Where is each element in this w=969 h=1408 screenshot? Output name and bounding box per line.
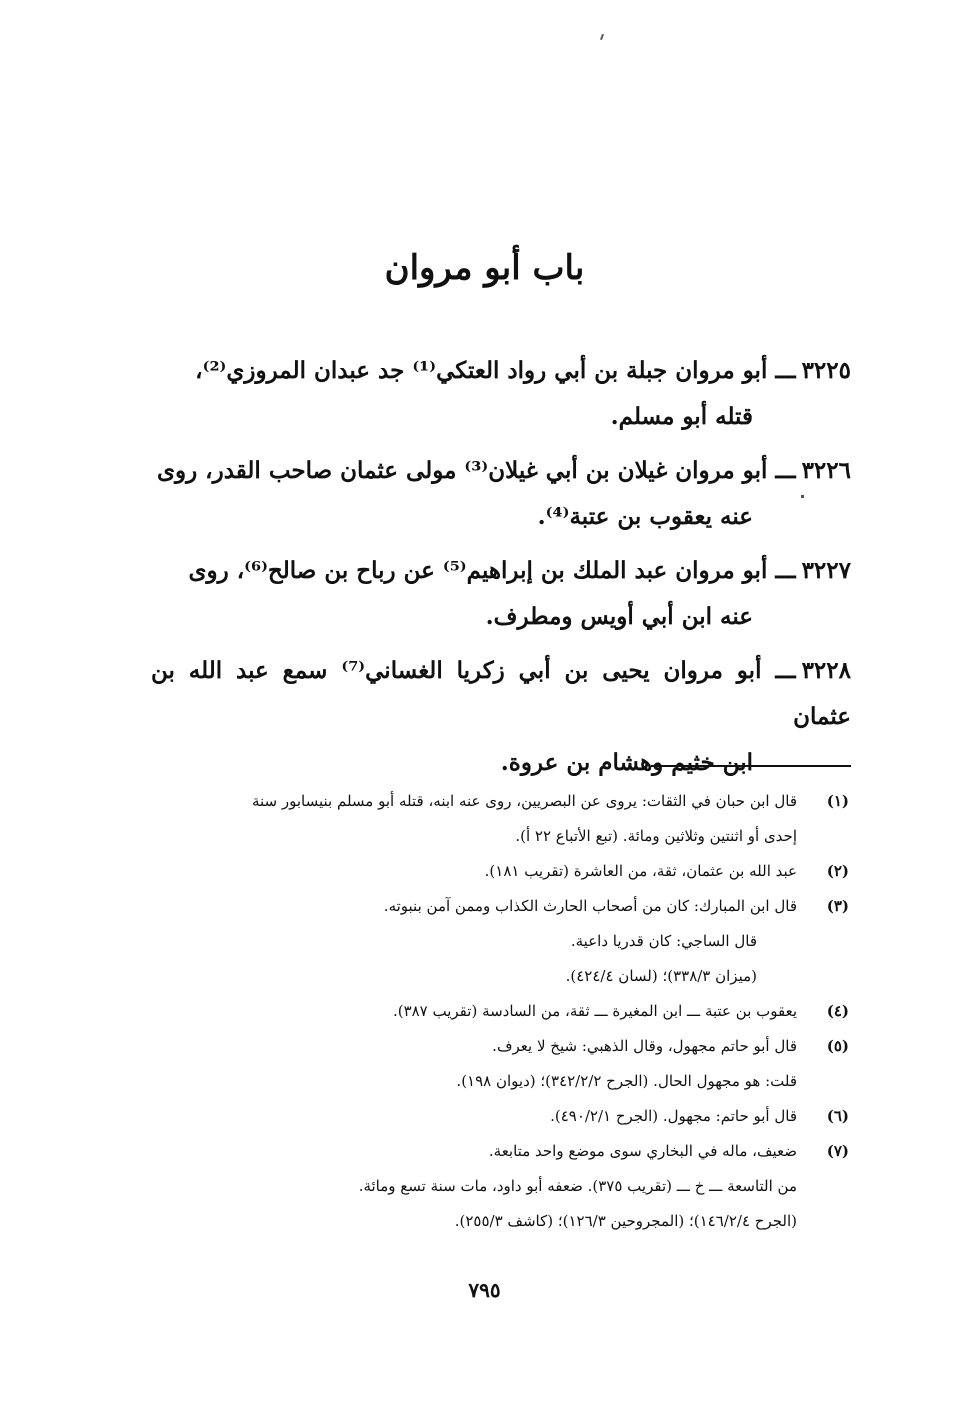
footnote-number: (٢)	[826, 862, 849, 880]
entry-text-continued: عنه يعقوب بن عتبة⁽⁴⁾.	[537, 503, 753, 530]
entry-number: ٣٢٢٨	[801, 657, 851, 684]
entries-list	[151, 348, 851, 794]
footnote-line: يعقوب بن عتبة ـــ ابن المغيرة ـــ ثقة، من السادسة (تقريب ٣٨٧).	[392, 1002, 797, 1020]
entry-text: ـــ أبو مروان يحيى بن أبي زكريا الغساني⁽⁷⁾ سمع عبد الله بن عثمان	[151, 657, 851, 730]
entry-text: ـــ أبو مروان جبلة بن أبي رواد العتكي⁽¹⁾ جد عبدان المروزي⁽²⁾،	[195, 357, 796, 384]
footnote-1	[149, 784, 849, 854]
footnote-line: قال أبو حاتم: مجهول. (الجرح ٤٩٠/٢/١).	[550, 1107, 797, 1125]
footnote-number: (٧)	[826, 1142, 849, 1160]
footnote-line: إحدى أو اثنتين وثلاثين ومائة. (تبع الأتباع ٢٢ أ).	[515, 827, 797, 845]
footnote-number: (١)	[826, 792, 849, 810]
entry-number: ٣٢٢٦	[801, 457, 851, 484]
footnote-number: (٤)	[826, 1002, 849, 1020]
footnote-line: قال ابن المبارك: كان من أصحاب الحارث الكذاب وممن آمن بنبوته.	[383, 897, 797, 915]
entry-text-continued: قتله أبو مسلم.	[610, 403, 753, 430]
footnote-subline: (ميزان ٣٣٨/٣)؛ (لسان ٤٢٤/٤).	[565, 967, 757, 985]
footnote-5	[149, 1029, 849, 1099]
footnote-subline: قلت: هو مجهول الحال. (الجرح ٣٤٢/٢/٢)؛ (ديوان ١٩٨).	[456, 1072, 797, 1090]
entry-number: ٣٢٢٥	[801, 357, 851, 384]
scan-speck	[600, 34, 604, 40]
footnote-4	[149, 994, 849, 1029]
entry-text-continued: ابن خثيم وهشام بن عروة.	[500, 749, 753, 776]
footnote-separator	[651, 765, 851, 767]
entry-3226	[151, 448, 851, 540]
footnote-subline: (الجرح ١٤٦/٢/٤)؛ (المجروحين ١٢٦/٣)؛ (كاشف ٢٥٥/٣).	[454, 1212, 797, 1230]
footnote-3	[149, 889, 849, 994]
footnote-line: عبد الله بن عثمان، ثقة، من العاشرة (تقريب ١٨١).	[484, 862, 797, 880]
footnotes-list	[149, 784, 849, 1239]
footnote-subline: قال الساجي: كان قدريا داعية.	[570, 932, 757, 950]
entry-text-continued: عنه ابن أبي أويس ومطرف.	[485, 603, 753, 630]
entry-text: ـــ أبو مروان غيلان بن أبي غيلان⁽³⁾ مولى عثمان صاحب القدر، روى	[156, 457, 796, 484]
footnote-7	[149, 1134, 849, 1239]
footnote-line: ضعيف، ماله في البخاري سوى موضع واحد متابعة.	[488, 1142, 797, 1160]
footnote-number: (٦)	[826, 1107, 849, 1125]
entry-3227	[151, 548, 851, 640]
footnote-2	[149, 854, 849, 889]
entry-number: ٣٢٢٧	[801, 557, 851, 584]
footnote-line: قال أبو حاتم مجهول، وقال الذهبي: شيخ لا يعرف.	[492, 1037, 797, 1055]
footnote-number: (٥)	[826, 1037, 849, 1055]
footnote-6	[149, 1099, 849, 1134]
entry-text: ـــ أبو مروان عبد الملك بن إبراهيم⁽⁵⁾ عن رباح بن صالح⁽⁶⁾، روى	[188, 557, 796, 584]
footnote-subline: من التاسعة ـــ خ ـــ (تقريب ٣٧٥). ضعفه أبو داود، مات سنة تسع ومائة.	[358, 1177, 797, 1195]
entry-3225	[151, 348, 851, 440]
page-number: ٧٩٥	[468, 1278, 501, 1302]
chapter-title: باب أبو مروان	[384, 248, 585, 288]
footnote-number: (٣)	[826, 897, 849, 915]
footnote-line: قال ابن حبان في الثقات: يروى عن البصريين، روى عنه ابنه، قتله أبو مسلم بنيسابور سنة	[251, 792, 797, 810]
